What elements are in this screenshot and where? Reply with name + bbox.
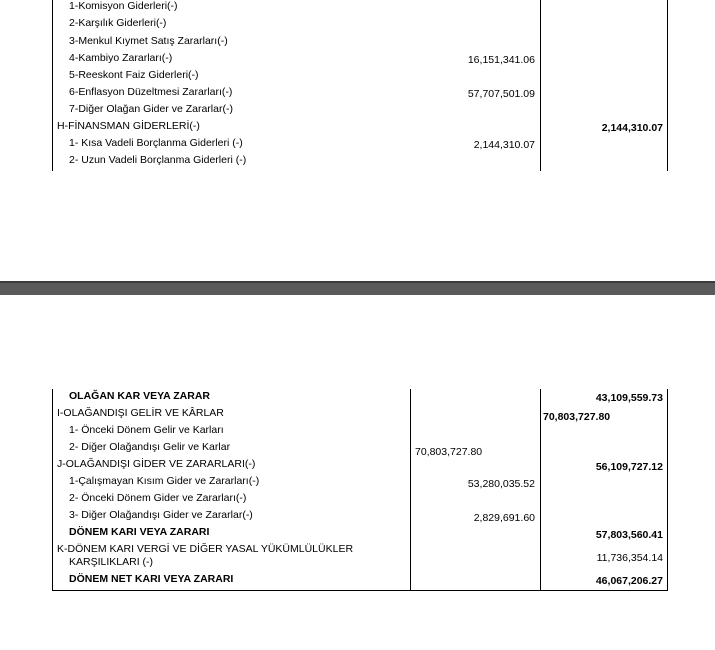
row-donem-net-kari-value: 46,067,206.27 [595, 575, 663, 587]
row-diger-olagandisi-gelir-value: 70,803,727.80 [415, 446, 483, 458]
bottom-table-col-divider-1 [410, 389, 411, 591]
row-diger-olagandisi-gider-value: 2,829,691.60 [473, 512, 535, 524]
row-menkul-label: 3-Menkul Kıymet Satış Zararları(-) [69, 35, 228, 47]
row-vergi-label-line2: KARŞILIKLARI (-) [69, 556, 154, 568]
row-reeskont-label: 5-Reeskont Faiz Giderleri(-) [69, 69, 199, 81]
row-kambiyo-value: 16,151,341.06 [467, 54, 535, 66]
row-vergi-value: 11,736,354.14 [596, 552, 663, 564]
row-onceki-donem-gelir-label: 1- Önceki Dönem Gelir ve Karları [69, 424, 224, 436]
row-diger-olagan-label: 7-Diğer Olağan Gider ve Zararlar(-) [69, 103, 233, 115]
row-calismayan-kisim-label: 1-Çalışmayan Kısım Gider ve Zararları(-) [69, 475, 260, 487]
row-kambiyo-label: 4-Kambiyo Zararları(-) [69, 52, 173, 64]
row-uzun-vadeli-label: 2- Uzun Vadeli Borçlanma Giderleri (-) [69, 154, 247, 166]
row-calismayan-kisim-value: 53,280,035.52 [467, 478, 535, 490]
row-komisyon-label: 1-Komisyon Giderleri(-) [69, 0, 178, 12]
row-kisa-vadeli-label: 1- Kısa Vadeli Borçlanma Giderleri (-) [69, 137, 243, 149]
bottom-table-right-border [667, 389, 668, 591]
bottom-table-col-divider-2 [540, 389, 541, 591]
row-finansman-label: H-FİNANSMAN GİDERLERİ(-) [57, 120, 200, 132]
row-olagandisi-gelir-label: I-OLAĞANDIŞI GELİR VE KÂRLAR [57, 407, 224, 419]
bottom-table-bottom-border [52, 590, 668, 591]
top-table-right-border [667, 0, 668, 171]
row-vergi-label-line1: K-DÖNEM KARI VERGİ VE DİĞER YASAL YÜKÜMLÜLÜKLER [57, 543, 354, 555]
row-olagandisi-gider-label: J-OLAĞANDIŞI GİDER VE ZARARLARI(-) [57, 458, 256, 470]
row-enflasyon-value: 57,707,501.09 [467, 88, 535, 100]
row-donem-net-kari-label: DÖNEM NET KARI VEYA ZARARI [69, 573, 234, 585]
row-enflasyon-label: 6-Enflasyon Düzeltmesi Zararları(-) [69, 86, 233, 98]
row-donem-kari-label: DÖNEM KARI VEYA ZARARI [69, 526, 210, 538]
row-olagan-kar-label: OLAĞAN KAR VEYA ZARAR [69, 390, 210, 402]
row-donem-kari-value: 57,803,560.41 [595, 529, 663, 541]
row-onceki-donem-gider-label: 2- Önceki Dönem Gider ve Zararları(-) [69, 492, 247, 504]
top-table-col-divider-1 [540, 0, 541, 171]
row-diger-olagandisi-gelir-label: 2- Diğer Olağandışı Gelir ve Karlar [69, 441, 231, 453]
row-olagan-kar-value: 43,109,559.73 [595, 392, 663, 404]
row-olagandisi-gider-value: 56,109,727.12 [595, 461, 663, 473]
row-kisa-vadeli-value: 2,144,310.07 [473, 139, 535, 151]
row-finansman-total: 2,144,310.07 [601, 122, 663, 134]
page-separator [0, 281, 715, 295]
row-karsilik-label: 2-Karşılık Giderleri(-) [69, 17, 167, 29]
row-diger-olagandisi-gider-label: 3- Diğer Olağandışı Gider ve Zararlar(-) [69, 509, 253, 521]
row-olagandisi-gelir-value: 70,803,727.80 [543, 411, 611, 423]
bottom-table-left-border [52, 389, 53, 591]
top-table-left-border [52, 0, 53, 171]
